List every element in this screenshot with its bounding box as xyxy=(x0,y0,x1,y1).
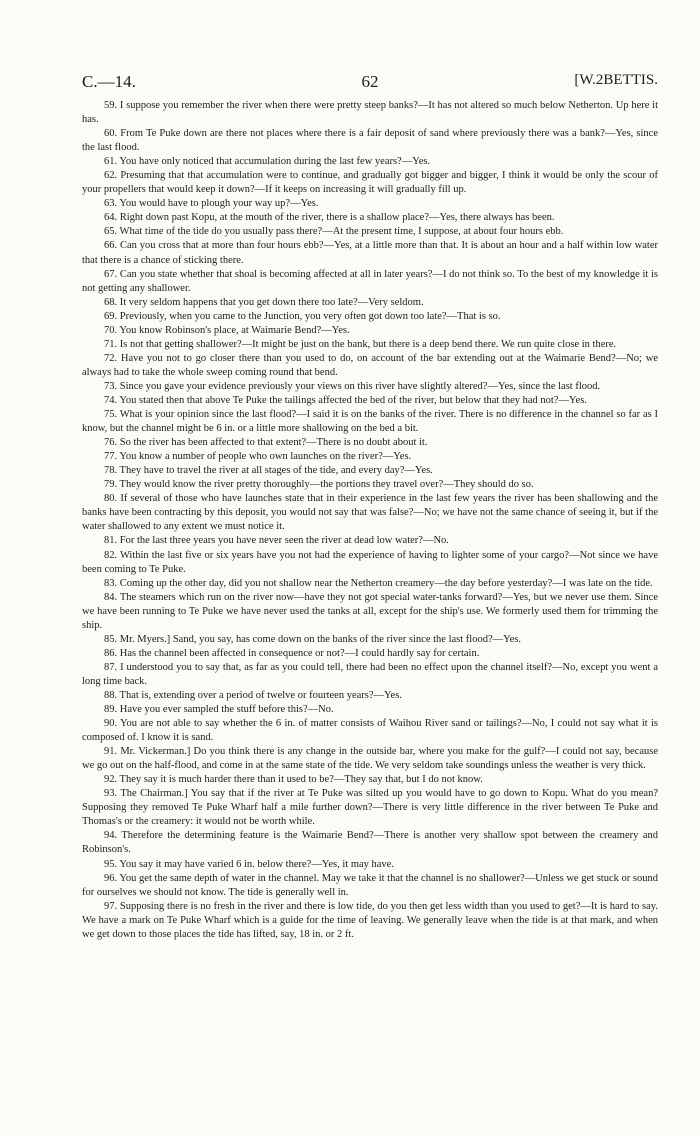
paragraph-95: 95. You say it may have varied 6 in. below there?—Yes, it may have. xyxy=(104,858,394,870)
witness-reference: [W.2BETTIS. xyxy=(574,72,658,88)
paragraph-66: 66. Can you cross that at more than four hours ebb?—Yes, at a little more than that. It is about an hour and a half within low water that there is a chance of sticking there. xyxy=(82,240,658,266)
paragraph-78: 78. They have to travel the river at all stages of the tide, and every day?—Yes. xyxy=(104,465,433,477)
paragraph-65: 65. What time of the tide do you usually pass there?—At the present time, I suppose, at about four hours ebb. xyxy=(104,226,564,238)
paragraph-82: 82. Within the last five or six years have you not had the experience of having to lighter some of your cargo?—Not since we have been coming to Te Puke. xyxy=(82,549,658,575)
paragraph-63: 63. You would have to plough your way up?—Yes. xyxy=(104,198,319,210)
paragraph-83: 83. Coming up the other day, did you not shallow near the Netherton creamery—the day before yesterday?—I was late on the tide. xyxy=(104,577,653,589)
paragraph-87: 87. I understood you to say that, as far as you could tell, there had been no effect upon the channel itself?—No, except you went a long time back. xyxy=(82,661,658,687)
document-reference: C.—14. xyxy=(82,72,136,91)
paragraph-84: 84. The steamers which run on the river now—have they not got special water-tanks forward?—Yes, but we never use them. Since we have been running to Te Puke we have never used the tanks at all, except for the ship's use. We formerly used them for trimming the ship. xyxy=(82,591,658,631)
paragraph-76: 76. So the river has been affected to that extent?—There is no doubt about it. xyxy=(104,437,428,449)
paragraph-71: 71. Is not that getting shallower?—It might be just on the bank, but there is a deep bend there. We run quite close in there. xyxy=(104,338,617,350)
paragraph-88: 88. That is, extending over a period of twelve or fourteen years?—Yes. xyxy=(104,689,402,701)
paragraph-59: 59. I suppose you remember the river when there were pretty steep banks?—It has not altered so much below Netherton. Up here it has. xyxy=(82,100,658,126)
paragraph-96: 96. You get the same depth of water in the channel. May we take it that the channel is no shallower?—Unless we get stuck or sound for ourselves we should not know. The tide is generally well in. xyxy=(82,872,658,898)
paragraph-90: 90. You are not able to say whether the 6 in. of matter consists of Waihou River sand or tailings?—No, I could not say what it is composed of. I know it is sand. xyxy=(82,718,658,744)
paragraph-89: 89. Have you ever sampled the stuff before this?—No. xyxy=(104,704,334,716)
paragraph-81: 81. For the last three years you have never seen the river at dead low water?—No. xyxy=(104,535,449,547)
paragraph-94: 94. Therefore the determining feature is the Waimarie Bend?—There is another very shallow spot between the creamery and Robinson's. xyxy=(82,830,658,856)
paragraph-85: 85. Mr. Myers.] Sand, you say, has come down on the banks of the river since the last flood?—Yes. xyxy=(104,633,522,645)
paragraph-91: 91. Mr. Vickerman.] Do you think there is any change in the outside bar, where you make for the gulf?—I could not say, because we go out on the half-flood, and come in at the same state of the tide. We very seldom take soundings unless the weather is very thick. xyxy=(82,746,658,772)
paragraph-93: 93. The Chairman.] You say that if the river at Te Puke was silted up you would have to go down to Kopu. What do you mean? Supposing they removed Te Puke Wharf half a mile further down?—There is very little difference in the river between Te Puke and Thomas's or the creamery: it would not be worth while. xyxy=(82,788,658,828)
paragraph-75: 75. What is your opinion since the last flood?—I said it is on the banks of the river. There is no difference in the channel so far as I know, but the channel might be 6 in. or a little more shallowing on the bed a bit. xyxy=(82,409,658,435)
paragraph-73: 73. Since you gave your evidence previously your views on this river have slightly altered?—Yes, since the last flood. xyxy=(104,380,601,392)
paragraph-72: 72. Have you not to go closer there than you used to do, on account of the bar extending out at the Waimarie Bend?—No; we always had to take the whole sweep coming round that bend. xyxy=(82,352,658,378)
paragraph-68: 68. It very seldom happens that you get down there too late?—Very seldom. xyxy=(104,296,424,308)
paragraph-67: 67. Can you state whether that shoal is becoming affected at all in later years?—I do not think so. To the best of my knowledge it is not getting any shallower. xyxy=(82,268,658,294)
paragraph-86: 86. Has the channel been affected in consequence or not?—I could hardly say for certain. xyxy=(104,647,480,659)
paragraph-64: 64. Right down past Kopu, at the mouth of the river, there is a shallow place?—Yes, there always has been. xyxy=(104,212,555,224)
page-number: 62 xyxy=(361,72,379,91)
paragraph-80: 80. If several of those who have launches state that in their experience in the last few years the river has been shallowing and the banks have been contracting by this deposit, you would not say that was false?—No; we have not the same chance of seeing it, but if the water shallowed to any extent we must notice it. xyxy=(82,493,658,533)
paragraph-60: 60. From Te Puke down are there not places where there is a fair deposit of sand where previously there was a bank?—Yes, since the last flood. xyxy=(82,128,658,154)
page-header xyxy=(82,72,658,96)
paragraph-77: 77. You know a number of people who own launches on the river?—Yes. xyxy=(104,451,412,463)
paragraph-61: 61. You have only noticed that accumulation during the last few years?—Yes. xyxy=(104,156,431,168)
paragraph-74: 74. You stated then that above Te Puke the tailings affected the bed of the river, but below that they had not?—Yes. xyxy=(104,394,587,406)
paragraph-69: 69. Previously, when you came to the Junction, you very often got down too late?—That is so. xyxy=(104,310,501,322)
paragraph-62: 62. Presuming that that accumulation were to continue, and gradually got bigger and bigger, I think it would be only the scour of your propellers that would keep it down?—If it keeps on increasing it will gradually fill up. xyxy=(82,170,658,196)
paragraph-70: 70. You know Robinson's place, at Waimarie Bend?—Yes. xyxy=(104,324,350,336)
paragraph-92: 92. They say it is much harder there than it used to be?—They say that, but I do not know. xyxy=(104,774,483,786)
evidence-text xyxy=(82,99,658,942)
paragraph-79: 79. They would know the river pretty thoroughly—the portions they travel over?—They should do so. xyxy=(104,479,534,491)
paragraph-97: 97. Supposing there is no fresh in the river and there is low tide, do you then get less width than you used to get?—It is hard to say. We have a mark on Te Puke Wharf which is a guide for the time of leaving. We generally leave when the tide is at that mark, and when we get down to those places the tide has lifted, say, 18 in. or 2 ft. xyxy=(82,900,658,940)
